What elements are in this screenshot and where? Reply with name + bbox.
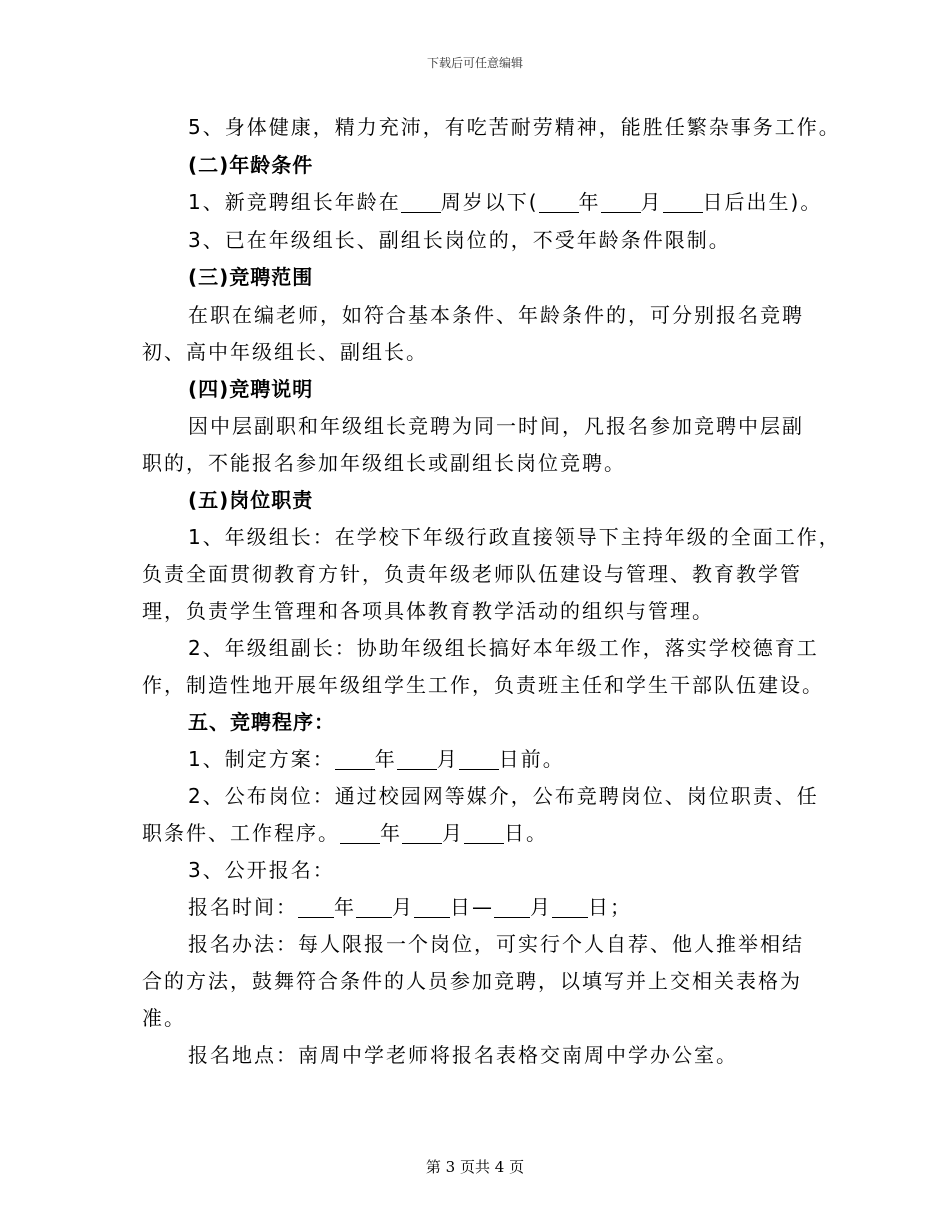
fill-blank (539, 192, 579, 213)
section-heading: (五)岗位职责 (188, 488, 314, 512)
fill-blank (340, 823, 380, 844)
fill-blank (401, 192, 441, 213)
fill-blank (397, 749, 437, 770)
section-heading: (四)竞聘说明 (188, 377, 314, 401)
fill-blank (414, 897, 450, 918)
page-header-note: 下载后可任意编辑 (426, 56, 523, 70)
paragraph-line: 初、高中年级组长、副组长。 (142, 340, 428, 364)
fill-blank (356, 897, 392, 918)
section-heading: (二)年龄条件 (188, 153, 314, 177)
section-heading: (三)竞聘范围 (188, 265, 314, 289)
paragraph-line: 2、年级组副长：协助年级组长搞好本年级工作，落实学校德育工 (188, 636, 819, 660)
paragraph-line: 作，制造性地开展年级组学生工作，负责班主任和学生干部队伍建设。 (142, 673, 824, 697)
paragraph-line: 职的，不能报名参加年级组长或副组长岗位竞聘。 (142, 451, 626, 475)
paragraph-line: 因中层副职和年级组长竞聘为同一时间，凡报名参加竞聘中层副 (188, 414, 804, 438)
fill-blank (494, 897, 530, 918)
paragraph-line: 在职在编老师，如符合基本条件、年龄条件的，可分别报名竞聘 (188, 303, 804, 327)
paragraph-line: 报名办法：每人限报一个岗位，可实行个人自荐、他人推举相结 (188, 932, 804, 956)
fill-blank (335, 749, 375, 770)
paragraph-line: 3、公开报名： (188, 858, 335, 882)
fill-blank (601, 192, 641, 213)
paragraph-line: 报名时间： 年 月 日— 月 日； (188, 895, 632, 919)
fill-blank (464, 823, 504, 844)
paragraph-line: 1、年级组长：在学校下年级行政直接领导下主持年级的全面工作， (188, 525, 841, 549)
fill-blank (459, 749, 499, 770)
fill-blank (552, 897, 588, 918)
paragraph-line: 负责全面贯彻教育方针，负责年级老师队伍建设与管理、教育教学管 (142, 562, 802, 586)
paragraph-line: 职条件、工作程序。 年 月 日。 (142, 821, 548, 845)
paragraph-line: 报名地点：南周中学老师将报名表格交南周中学办公室。 (188, 1043, 738, 1067)
paragraph-line: 3、已在年级组长、副组长岗位的，不受年龄条件限制。 (188, 228, 731, 252)
paragraph-line: 合的方法，鼓舞符合条件的人员参加竞聘，以填写并上交相关表格为 (142, 969, 802, 993)
paragraph-line: 准。 (142, 1006, 186, 1030)
fill-blank (663, 192, 703, 213)
paragraph-line: 1、新竞聘组长年龄在 周岁以下( 年 月 日后出生)。 (188, 190, 823, 214)
paragraph-line: 5、身体健康，精力充沛，有吃苦耐劳精神，能胜任繁杂事务工作。 (188, 115, 841, 139)
paragraph-line: 2、公布岗位：通过校园网等媒介，公布竞聘岗位、岗位职责、任 (188, 784, 819, 808)
fill-blank (402, 823, 442, 844)
section-heading: 五、竞聘程序： (188, 710, 335, 734)
fill-blank (298, 897, 334, 918)
paragraph-line: 1、制定方案： 年 月 日前。 (188, 747, 565, 771)
paragraph-line: 理，负责学生管理和各项具体教育教学活动的组织与管理。 (142, 599, 714, 623)
page-number-footer: 第 3 页共 4 页 (425, 1158, 525, 1176)
